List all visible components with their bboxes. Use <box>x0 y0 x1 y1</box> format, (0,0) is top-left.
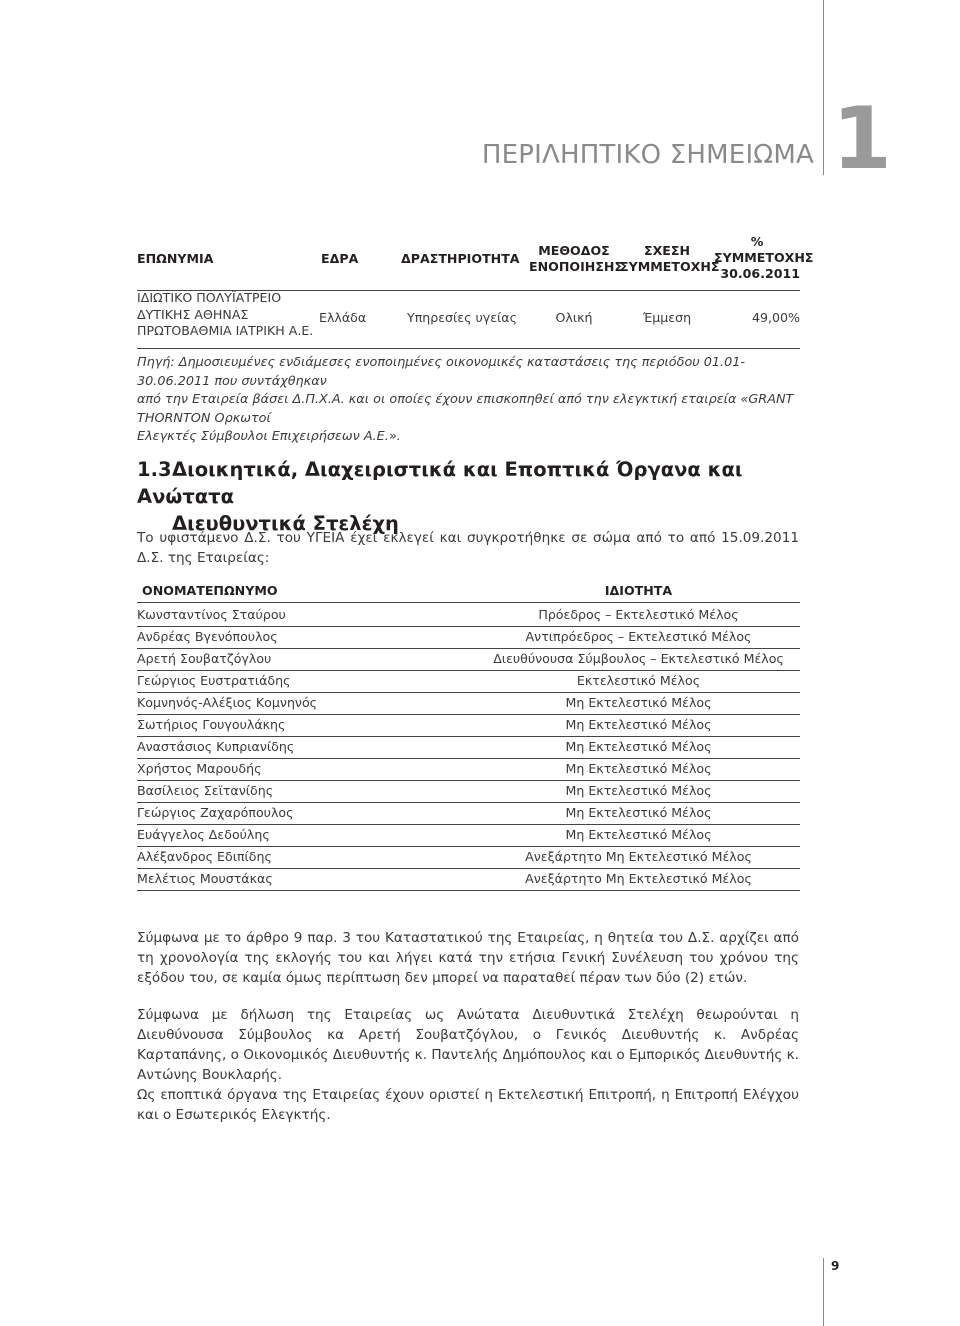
table-row <box>137 780 800 803</box>
board-member-name: Ανδρέας Βγενόπουλος <box>137 629 278 644</box>
board-member-name: Κομνηνός-Αλέξιος Κομνηνός <box>137 695 318 710</box>
table-row <box>137 670 800 693</box>
table-row <box>137 648 800 671</box>
paragraph-executives: Σύμφωνα με δήλωση της Εταιρείας ως Ανώτατα Διευθυντικά Στελέχη θεωρούνται η Διευθύνουσα Σύμβουλος κα Αρετή Σουβατζόγλου, ο Γενικός Διευθυντής κ. Ανδρέας Καρταπάνης, ο Οικονομικός Διευθυντής κ. Παντελής Δημόπουλος και ο Εμπορικός Διευθυντής κ. Αντώνης Βουκλαρής. <box>137 1007 799 1083</box>
table-row <box>137 758 800 781</box>
page-number: 9 <box>831 1259 840 1273</box>
col-percent-header: % ΣΥΜΜΕΤΟΧΗΣ 30.06.2011 <box>714 234 814 281</box>
board-member-role: Ανεξάρτητο Μη Εκτελεστικό Μέλος <box>525 849 752 864</box>
section-title-line1: Διοικητικά, Διαχειριστικά και Εποπτικά Όργανα και Ανώτατα <box>137 458 743 508</box>
board-member-name: Αλέξανδρος Εδιπίδης <box>137 849 272 864</box>
footer-vertical-rule <box>823 1258 824 1326</box>
table-row <box>137 626 800 649</box>
board-member-role: Μη Εκτελεστικό Μέλος <box>565 739 712 754</box>
table-row <box>137 692 800 715</box>
paragraph-supervisory: Ως εποπτικά όργανα της Εταιρείας έχουν οριστεί η Εκτελεστική Επιτροπή, η Επιτροπή Ελέγχου και ο Εσωτερικός Ελεγκτής. <box>137 1087 799 1123</box>
board-member-role: Μη Εκτελεστικό Μέλος <box>565 717 712 732</box>
col-relation-header: ΣΧΕΣΗ ΣΥΜΜΕΤΟΧΗΣ <box>620 243 720 274</box>
board-member-name: Αναστάσιος Κυπριανίδης <box>137 739 295 754</box>
board-member-name: Μελέτιος Μουστάκας <box>137 871 273 886</box>
table-row <box>137 846 800 869</box>
participations-table-header <box>137 232 814 291</box>
chapter-number: 1 <box>832 89 892 189</box>
board-member-name: Ευάγγελος Δεδούλης <box>137 827 270 842</box>
board-member-role: Μη Εκτελεστικό Μέλος <box>565 783 712 798</box>
header-vertical-rule <box>823 0 824 175</box>
table-row <box>137 604 800 627</box>
board-member-role: Πρόεδρος – Εκτελεστικό Μέλος <box>538 607 739 622</box>
col-method-header: ΜΕΘΟΔΟΣ ΕΝΟΠΟΙΗΣΗΣ <box>529 243 624 274</box>
company-name: ΙΔΙΩΤΙΚΟ ΠΟΛΥΪΑΤΡΕΙΟ ΔΥΤΙΚΗΣ ΑΘΗΝΑΣ ΠΡΩΤΟΒΑΘΜΙΑ ΙΑΤΡΙΚΗ Α.Ε. <box>137 290 314 338</box>
board-name-header: ΟΝΟΜΑΤΕΠΩΝΥΜΟ <box>142 583 278 598</box>
company-seat: Ελλάδα <box>319 310 367 325</box>
board-member-role: Μη Εκτελεστικό Μέλος <box>565 695 712 710</box>
chapter-title: ΠΕΡΙΛΗΠΤΙΚΟ ΣΗΜΕΙΩΜΑ <box>481 140 814 170</box>
table-row <box>137 868 800 891</box>
board-member-name: Γεώργιος Ευστρατιάδης <box>137 673 291 688</box>
board-member-name: Σωτήριος Γουγουλάκης <box>137 717 286 732</box>
participation-percent: 49,00% <box>751 310 800 325</box>
section-heading <box>137 456 827 537</box>
board-role-header: ΙΔΙΟΤΗΤΑ <box>604 583 673 598</box>
board-table-header <box>137 580 800 603</box>
company-activity: Υπηρεσίες υγείας <box>407 310 518 325</box>
board-member-name: Γεώργιος Ζαχαρόπουλος <box>137 805 294 820</box>
section-title-line2: Διευθυντικά Στελέχη <box>172 512 399 535</box>
consolidation-method: Ολική <box>555 310 593 325</box>
board-member-name: Χρήστος Μαρουδής <box>137 761 262 776</box>
participation-relation: Έμμεση <box>642 310 692 325</box>
table-row <box>137 736 800 759</box>
board-member-role: Αντιπρόεδρος – Εκτελεστικό Μέλος <box>525 629 752 644</box>
source-note: Πηγή: Δημοσιευμένες ενδιάμεσες ενοποιημένες οικονομικές καταστάσεις της περιόδου 01.01-30.06.2011 που συντάχθηκαν από την Εταιρεία βάσει Δ.Π.Χ.Α. και οι οποίες έχουν επισκοπηθεί από την ελεγκτική εταιρεία «GRANT THORNTON Ορκωτοί Ελεγκτές Σύμβουλοι Επιχειρήσεων Α.Ε.». <box>137 355 794 445</box>
board-member-name: Κωνσταντίνος Σταύρου <box>137 607 286 622</box>
paragraph-term: Σύμφωνα με το άρθρο 9 παρ. 3 του Καταστατικού της Εταιρείας, η θητεία του Δ.Σ. αρχίζει από τη χρονολογία της εκλογής του και λήγει κατά την ετήσια Γενική Συνέλευση του χρόνου της εξόδου του, σε καμία όμως περίπτωση δεν μπορεί να παραταθεί πέραν των δύο (2) ετών. <box>137 930 799 986</box>
participations-table-row <box>137 290 800 349</box>
col-seat-header: ΕΔΡΑ <box>321 251 359 266</box>
col-name-header: ΕΠΩΝΥΜΙΑ <box>137 251 214 266</box>
table-row <box>137 824 800 847</box>
table-row <box>137 714 800 737</box>
col-activity-header: ΔΡΑΣΤΗΡΙΟΤΗΤΑ <box>401 251 520 266</box>
board-member-role: Μη Εκτελεστικό Μέλος <box>565 761 712 776</box>
board-member-name: Αρετή Σουβατζόγλου <box>137 651 272 666</box>
board-member-role: Μη Εκτελεστικό Μέλος <box>565 827 712 842</box>
section-intro: Το υφιστάμενο Δ.Σ. του ΥΓΕΙΑ έχει εκλεγεί και συγκροτήθηκε σε σώμα από το από 15.09.2011 Δ.Σ. της Εταιρείας: <box>137 530 799 566</box>
board-member-role: Μη Εκτελεστικό Μέλος <box>565 805 712 820</box>
board-member-role: Εκτελεστικό Μέλος <box>576 673 701 688</box>
board-member-role: Ανεξάρτητο Μη Εκτελεστικό Μέλος <box>525 871 752 886</box>
section-number: 1.3 <box>137 458 172 481</box>
table-row <box>137 802 800 825</box>
board-member-name: Βασίλειος Σεϊτανίδης <box>137 783 274 798</box>
board-member-role: Διευθύνουσα Σύμβουλος – Εκτελεστικό Μέλος <box>493 651 784 666</box>
